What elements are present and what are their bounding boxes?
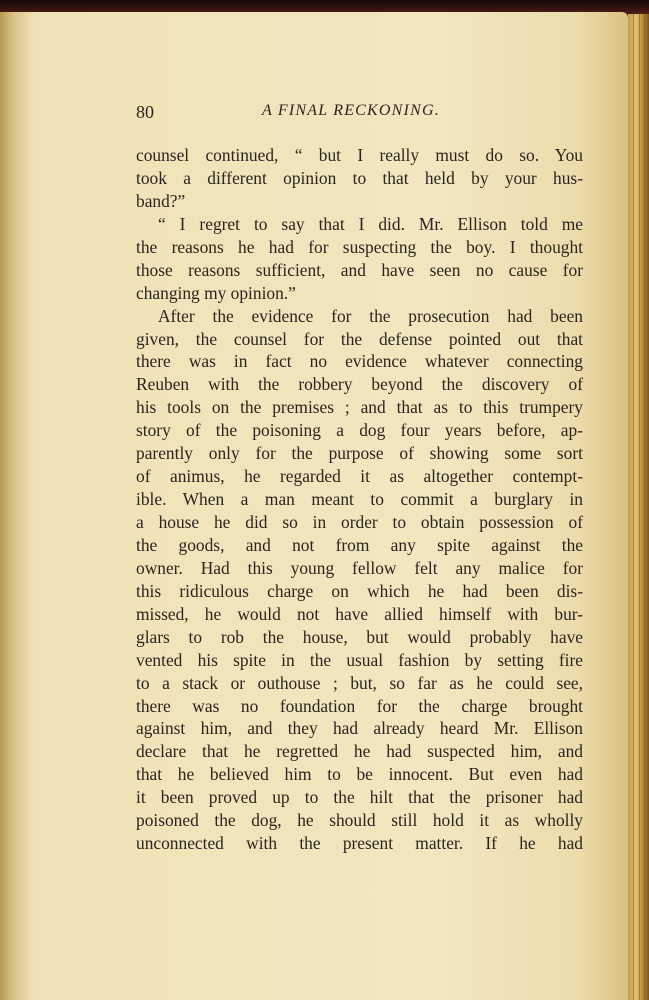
text-line: took a different opinion to that held by your hus- [136, 167, 583, 188]
text-line: the reasons he had for suspecting the boy. I thought [136, 236, 583, 257]
text-line: to a stack or outhouse ; but, so far as he could see, [136, 672, 583, 693]
page-header [0, 102, 628, 126]
text-line: unconnected with the present matter. If he had [136, 833, 583, 854]
text-line: given, the counsel for the defense pointed out that [136, 328, 583, 349]
text-line: that he believed him to be innocent. But even had [136, 764, 583, 785]
text-line: it been proved up to the hilt that the prisoner had [136, 787, 583, 808]
text-line: the goods, and not from any spite against the [136, 534, 583, 555]
text-line: story of the poisoning a dog four years before, ap- [136, 420, 583, 441]
text-line: After the evidence for the prosecution had been [158, 305, 583, 326]
text-line: against him, and they had already heard Mr. Ellison [136, 718, 583, 739]
text-line: changing my opinion.” [136, 282, 296, 303]
text-line: missed, he would not have allied himself with bur- [136, 603, 583, 624]
text-line: glars to rob the house, but would probably have [136, 626, 583, 647]
body-text [136, 144, 583, 855]
text-line: there was no foundation for the charge brought [136, 695, 583, 716]
text-line: “ I regret to say that I did. Mr. Ellison told me [158, 213, 583, 234]
text-line: vented his spite in the usual fashion by setting fire [136, 649, 583, 670]
text-line: this ridiculous charge on which he had been dis- [136, 580, 583, 601]
text-line: ible. When a man meant to commit a burglary in [136, 489, 583, 510]
text-line: owner. Had this young fellow felt any malice for [136, 557, 583, 578]
running-title: A FINAL RECKONING. [262, 102, 440, 119]
text-line: declare that he regretted he had suspected him, and [136, 741, 583, 762]
text-line: a house he did so in order to obtain possession of [136, 512, 583, 532]
page-edges [628, 14, 649, 1000]
text-line: Reuben with the robbery beyond the discovery of [136, 374, 583, 395]
page-number: 80 [136, 102, 154, 122]
text-line: band?” [136, 190, 186, 211]
text-line: counsel continued, “ but I really must do so. You [136, 145, 583, 165]
text-line: those reasons sufficient, and have seen no cause for [136, 259, 583, 280]
text-line: his tools on the premises ; and that as to this trumpery [136, 397, 583, 418]
text-line: there was in fact no evidence whatever connecting [136, 351, 583, 372]
text-line: of animus, he regarded it as altogether contempt- [136, 466, 583, 487]
text-line: parently only for the purpose of showing some sort [136, 443, 583, 464]
text-line: poisoned the dog, he should still hold it as wholly [136, 810, 583, 831]
